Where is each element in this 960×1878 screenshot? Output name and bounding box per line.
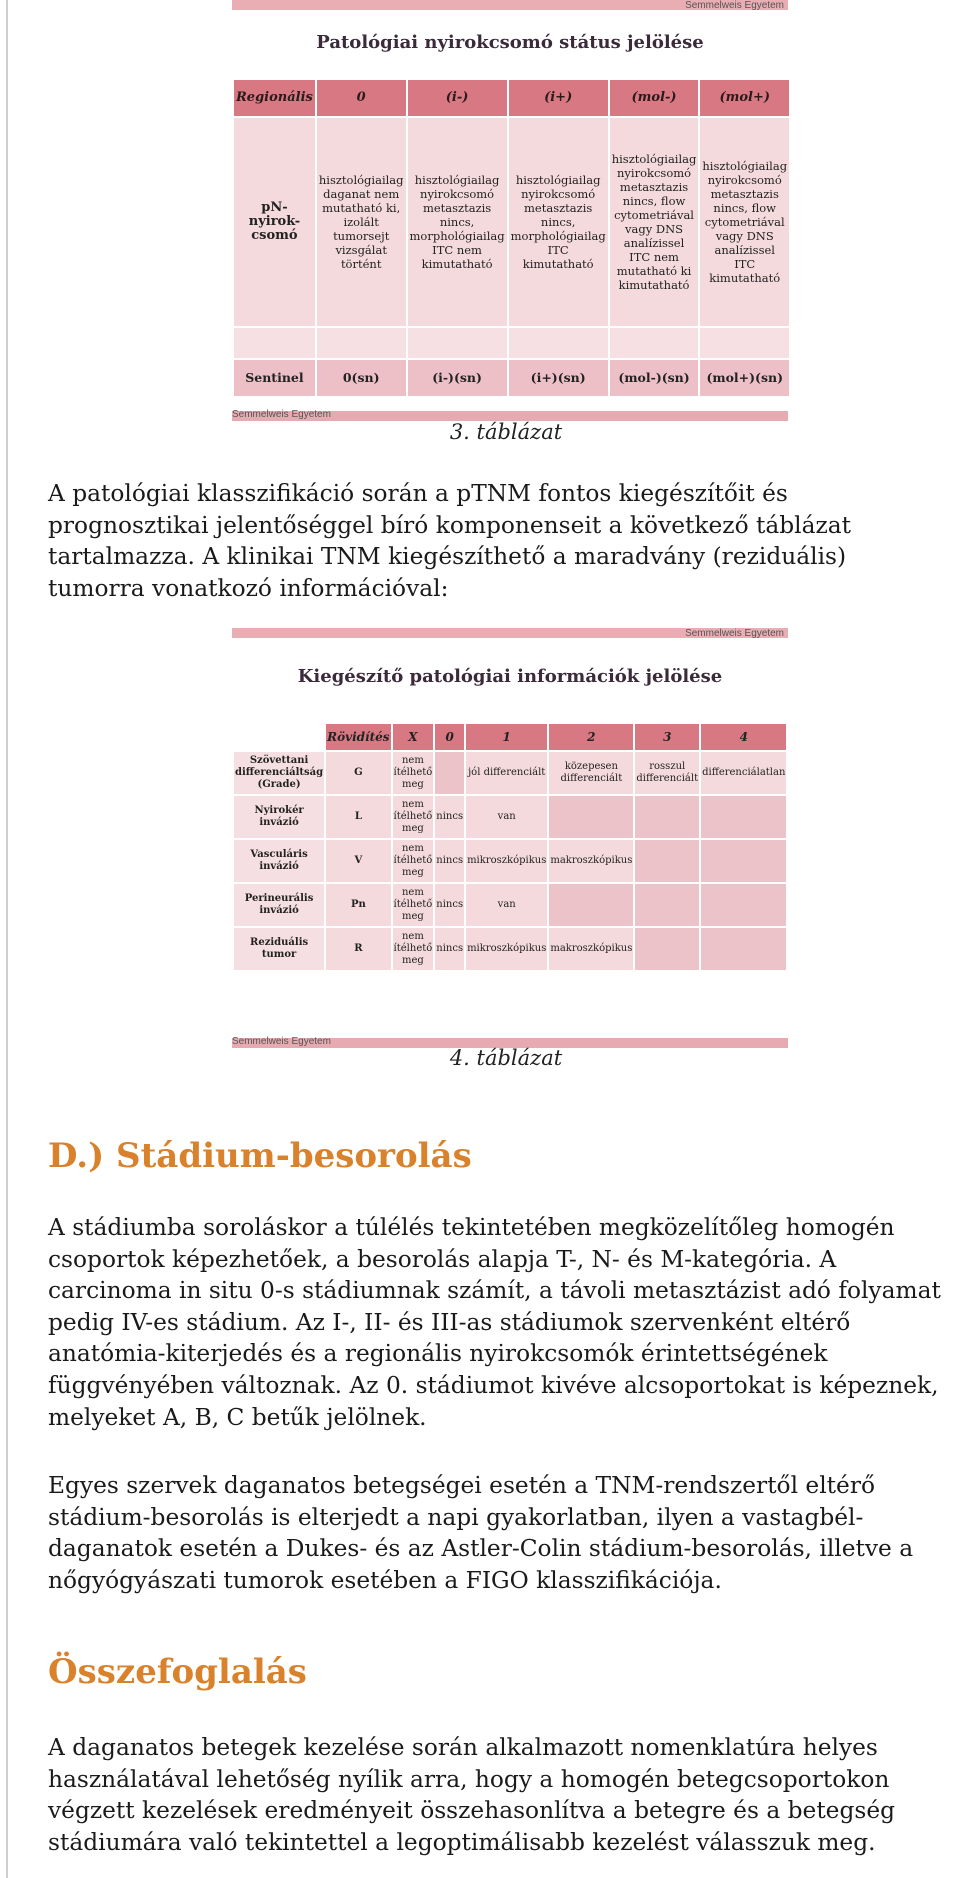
table-cell [701,840,786,882]
table-cell: (i+)(sn) [509,360,608,396]
table-cell [549,796,633,838]
section-heading: Összefoglalás [48,1652,307,1692]
table-row-label: Vasculáris invázió [234,840,324,882]
table-cell: hisztológiailag nyirokcsomó metasztazis nincs, flow cytometriával vagy DNS analízissel ITC nem mutatható ki kimutatható [610,118,699,326]
table-row-label: Reziduális tumor [234,928,324,970]
table-cell: jól differenciált [466,752,547,794]
table-cell [635,928,699,970]
table-cell: van [466,796,547,838]
table-cell: nincs [435,884,464,926]
slide-top-bar [232,0,788,10]
supplementary-info-table [232,722,788,972]
table-cell: (i-)(sn) [408,360,507,396]
table-cell: makroszkópikus [549,928,633,970]
table-cell [701,928,786,970]
paragraph: Egyes szervek daganatos betegségei esetén a TNM-rendszertől eltérő stádium-besorolás is elterjedt a napi gyakorlatban, ilyen a vastagbél-daganatok esetén a Dukes- és az Astler-Colin stádium-besorolás, illetve a nőgyógyászati tumorok esetében a FIGO klasszifikációja. [48,1472,914,1594]
table-header-cell: (i-) [408,80,507,116]
table-row [234,884,786,926]
table-cell: hisztológiailag nyirokcsomó metasztazis nincs, morphológiailag ITC kimutatható [509,118,608,326]
table-row [234,840,786,882]
slide-brand-label: Semmelweis Egyetem [232,1036,331,1047]
slide-brand-label: Semmelweis Egyetem [685,628,784,639]
table-row-label: pN- nyirok- csomó [234,118,315,326]
table-cell: van [466,884,547,926]
slide-table-3 [232,0,788,424]
section-heading: D.) Stádium-besorolás [48,1136,472,1176]
slide-title: Kiegészítő patológiai információk jelölése [297,666,723,687]
paragraph: A daganatos betegek kezelése során alkalmazott nomenklatúra helyes használatával lehetőség nyílik arra, hogy a homogén betegcsoportokon végzett kezelések eredményeit összehasonlítva a betegre és a betegség stádiumára való tekintettel a legoptimálisabb kezelést válasszuk meg. [48,1734,896,1856]
table-spacer-row [234,328,789,358]
table-row-label: Nyirokér invázió [234,796,324,838]
table-cell: nem ítélhető meg [393,752,434,794]
table-header-cell: X [393,724,434,750]
table-header-cell: 3 [635,724,699,750]
table-cell [549,884,633,926]
table-cell [635,796,699,838]
table-header-row [234,80,789,116]
table-header-cell: (i+) [509,80,608,116]
table-cell: hisztológiailag nyirokcsomó metasztazis nincs, flow cytometriával vagy DNS analízissel ITC kimutatható [700,118,789,326]
table-cell: nem ítélhető meg [393,840,434,882]
table-cell: differenciálatlan [701,752,786,794]
table-row [234,752,786,794]
table-cell: nem ítélhető meg [393,928,434,970]
slide-top-bar [232,628,788,638]
paragraph: A patológiai klasszifikáció során a pTNM fontos kiegészítőit és prognosztikai jelentőséggel bíró komponenseit a következő táblázat tartalmazza. A klinikai TNM kiegészíthető a maradvány (reziduális) tumorra vonatkozó információval: [48,480,852,602]
slide-title: Patológiai nyirokcsomó státus jelölése [316,32,704,53]
table-cell [435,752,464,794]
table-cell: (mol+)(sn) [700,360,789,396]
page-left-border [6,0,8,1878]
table-cell: nem ítélhető meg [393,884,434,926]
table-caption: 3. táblázat [449,420,563,444]
table-cell [635,840,699,882]
table-cell: Pn [326,884,390,926]
table-cell: közepesen differenciált [549,752,633,794]
table-header-cell: (mol+) [700,80,789,116]
table-header-cell: Rövidítés [326,724,390,750]
table-row [234,928,786,970]
table-header-cell: 4 [701,724,786,750]
slide-table-4 [232,628,788,1048]
table-header-cell: 2 [549,724,633,750]
table-cell: hisztológiailag nyirokcsomó metasztazis nincs, morphológiailag ITC nem kimutatható [408,118,507,326]
table-row-label: Szövettani differenciáltság (Grade) [234,752,324,794]
table-header-cell: 1 [466,724,547,750]
table-cell: rosszul differenciált [635,752,699,794]
table-cell: (mol-)(sn) [610,360,699,396]
table-cell: L [326,796,390,838]
table-cell [701,884,786,926]
table-header-cell: 0 [317,80,406,116]
table-cell: 0(sn) [317,360,406,396]
table-cell: nem ítélhető meg [393,796,434,838]
table-row-label: Perineurális invázió [234,884,324,926]
table-row [234,118,789,326]
table-cell: G [326,752,390,794]
table-cell: makroszkópikus [549,840,633,882]
table-cell: mikroszkópikus [466,840,547,882]
table-header-cell: Regionális [234,80,315,116]
slide-brand-label: Semmelweis Egyetem [232,409,331,420]
table-cell: mikroszkópikus [466,928,547,970]
table-header-row [234,724,786,750]
paragraph: A stádiumba soroláskor a túlélés tekintetében megközelítőleg homogén csoportok képezhetőek, a besorolás alapja T-, N- és M-kategória. A carcinoma in situ 0-s stádiumnak számít, a távoli metasztázist adó folyamat pedig IV-es stádium. Az I-, II- és III-as stádiumok szervenként eltérő anatómia-kiterjedés és a regionális nyirokcsomók érintettségének függvényében változnak. Az 0. stádiumot kivéve alcsoportokat is képeznek, melyeket A, B, C betűk jelölnek. [48,1214,941,1431]
table-row [234,796,786,838]
table-cell [635,884,699,926]
table-cell: nincs [435,928,464,970]
table-cell: V [326,840,390,882]
slide-brand-label: Semmelweis Egyetem [685,0,784,11]
table-cell: R [326,928,390,970]
table-cell: hisztológiailag daganat nem mutatható ki, izolált tumorsejt vizsgálat történt [317,118,406,326]
table-header-cell: 0 [435,724,464,750]
table-cell [701,796,786,838]
table-row-sentinel [234,360,789,396]
nodal-status-table [232,78,791,398]
table-cell: nincs [435,796,464,838]
table-header-cell [234,724,324,750]
table-cell: Sentinel [234,360,315,396]
table-cell: nincs [435,840,464,882]
table-caption: 4. táblázat [449,1046,563,1070]
table-header-cell: (mol-) [610,80,699,116]
